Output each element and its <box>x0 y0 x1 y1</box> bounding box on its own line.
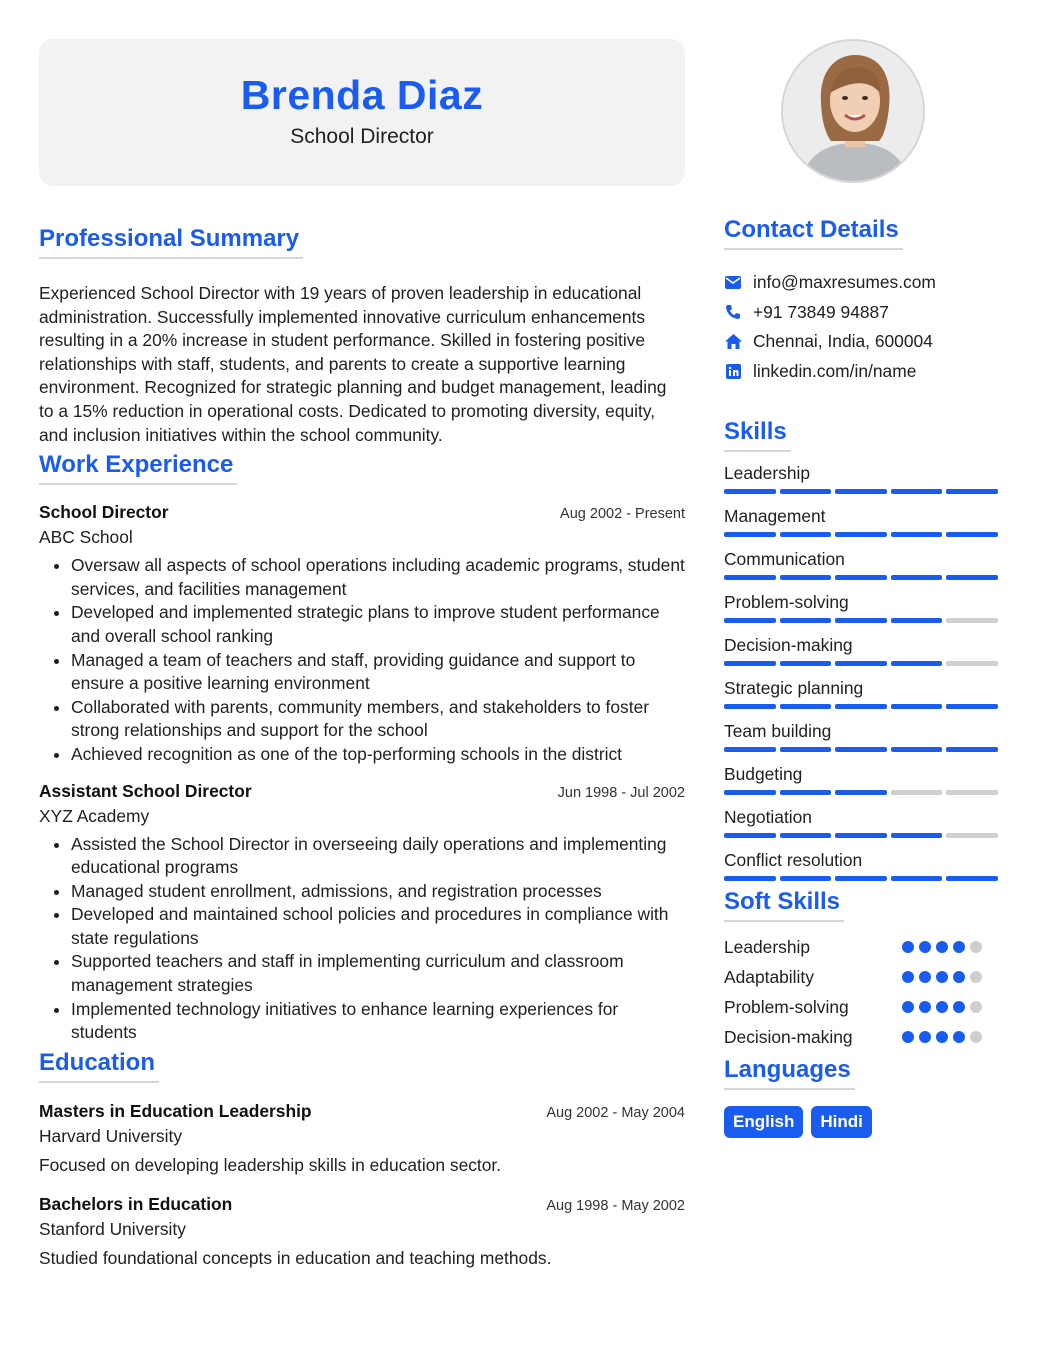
job-bullets <box>71 833 685 1045</box>
language-tag: English <box>724 1106 803 1138</box>
school-name: Stanford University <box>39 1218 186 1239</box>
skill-level-bar <box>724 618 1002 634</box>
soft-skills-section <box>724 888 1002 1052</box>
skill-level-segment <box>724 661 776 666</box>
skill-level-segment <box>946 489 998 494</box>
rating-dot <box>953 1031 965 1043</box>
job-bullet: • Supported teachers and staff in implementing curriculum and classroom management strategies <box>71 950 685 997</box>
skill-level-segment <box>780 661 832 666</box>
languages-heading: Languages <box>724 1056 855 1090</box>
education-section <box>39 1049 685 1269</box>
skill-level-segment <box>835 489 887 494</box>
skill-level-segment <box>724 833 776 838</box>
linkedin-text: linkedin.com/in/name <box>753 360 917 381</box>
skill-item <box>724 462 1002 505</box>
languages-section <box>724 1056 1002 1138</box>
skill-level-segment <box>946 876 998 881</box>
skill-level-segment <box>891 489 943 494</box>
skill-level-segment <box>724 790 776 795</box>
skill-level-segment <box>891 747 943 752</box>
skill-label: Problem-solving <box>724 592 849 612</box>
soft-skill-label: Adaptability <box>724 966 814 987</box>
degree-title: Bachelors in Education <box>39 1193 233 1214</box>
main-column <box>39 39 685 1269</box>
education-entry <box>39 1101 685 1176</box>
soft-skills-heading: Soft Skills <box>724 888 844 922</box>
experience-section <box>39 451 685 1045</box>
skill-level-bar <box>724 790 1002 806</box>
skill-label: Conflict resolution <box>724 850 863 870</box>
skill-level-bar <box>724 489 1002 505</box>
skills-list <box>724 462 1002 892</box>
profile-photo <box>781 39 925 183</box>
skill-level-segment <box>780 618 832 623</box>
job-organization: ABC School <box>39 527 133 548</box>
rating-dot <box>902 941 914 953</box>
skill-level-segment <box>946 747 998 752</box>
skill-level-segment <box>891 575 943 580</box>
soft-skills-list <box>724 932 1002 1052</box>
language-tag: Hindi <box>811 1106 872 1138</box>
skill-level-segment <box>724 876 776 881</box>
contact-heading: Contact Details <box>724 216 903 250</box>
soft-skill-item <box>724 1022 982 1052</box>
skill-level-bar <box>724 661 1002 677</box>
skill-item <box>724 548 1002 591</box>
contact-phone[interactable] <box>724 298 1002 328</box>
job-title: School Director <box>39 502 169 523</box>
job-organization: XYZ Academy <box>39 805 150 826</box>
job-date: Aug 2002 - Present <box>560 506 685 523</box>
contact-linkedin[interactable] <box>724 357 1002 387</box>
rating-dot <box>970 941 982 953</box>
skill-label: Budgeting <box>724 764 803 784</box>
skill-level-segment <box>780 876 832 881</box>
education-entry <box>39 1194 685 1269</box>
skill-level-segment <box>891 790 943 795</box>
rating-dot <box>936 1001 948 1013</box>
skill-level-segment <box>835 876 887 881</box>
skill-level-segment <box>724 489 776 494</box>
rating-dot <box>919 1001 931 1013</box>
rating-dot <box>953 971 965 983</box>
skill-level-segment <box>946 618 998 623</box>
education-date: Aug 1998 - May 2002 <box>546 1197 685 1214</box>
skill-label: Leadership <box>724 463 811 483</box>
skill-level-segment <box>891 833 943 838</box>
job-title: Assistant School Director <box>39 780 252 801</box>
skill-item <box>724 849 1002 892</box>
soft-skill-label: Problem-solving <box>724 996 849 1017</box>
phone-icon <box>724 303 742 321</box>
phone-text: +91 73849 94887 <box>753 301 889 322</box>
skill-label: Decision-making <box>724 635 853 655</box>
skill-level-bar <box>724 747 1002 763</box>
skill-level-segment <box>835 618 887 623</box>
avatar-illustration <box>783 41 925 183</box>
skill-level-segment <box>891 618 943 623</box>
soft-skill-rating <box>902 1031 982 1043</box>
candidate-title: School Director <box>290 125 434 148</box>
skill-level-segment <box>946 661 998 666</box>
contact-list <box>724 268 1002 386</box>
skill-label: Negotiation <box>724 807 812 827</box>
job-date: Jun 1998 - Jul 2002 <box>557 784 685 801</box>
skill-level-segment <box>946 704 998 709</box>
skill-item <box>724 591 1002 634</box>
soft-skill-rating <box>902 971 982 983</box>
rating-dot <box>970 1031 982 1043</box>
skill-level-segment <box>891 532 943 537</box>
skill-level-segment <box>891 661 943 666</box>
skill-level-segment <box>946 532 998 537</box>
soft-skill-item <box>724 962 982 992</box>
skill-level-bar <box>724 833 1002 849</box>
skill-level-segment <box>835 747 887 752</box>
job-bullet: • Managed student enrollment, admissions, and registration processes <box>71 880 685 904</box>
language-tags <box>724 1106 1002 1138</box>
rating-dot <box>902 1031 914 1043</box>
rating-dot <box>919 941 931 953</box>
summary-section <box>39 225 685 447</box>
job-bullets <box>71 554 685 766</box>
soft-skill-label: Decision-making <box>724 1026 853 1047</box>
skill-level-segment <box>724 532 776 537</box>
job-bullet: • Managed a team of teachers and staff, providing guidance and support to ensure a positive learning environment <box>71 649 685 696</box>
skill-level-segment <box>835 790 887 795</box>
skill-level-segment <box>780 790 832 795</box>
skill-level-bar <box>724 532 1002 548</box>
contact-section <box>724 216 1002 386</box>
summary-text: Experienced School Director with 19 years of proven leadership in educational administration. Successfully implemented innovative curriculum enhancements resulting in a 20% increase in student performance. Skilled in fostering positive relationships with staff, students, and parents to create a supportive learning environment. Recognized for strategic planning and budget management, leading to a 15% reduction in operational costs. Dedicated to promoting diversity, equity, and inclusion initiatives within the school community. <box>39 283 667 445</box>
soft-skill-rating <box>902 941 982 953</box>
job-bullet: • Achieved recognition as one of the top-performing schools in the district <box>71 743 685 767</box>
job-entry <box>39 781 685 1045</box>
skills-section <box>724 418 1002 892</box>
degree-title: Masters in Education Leadership <box>39 1100 312 1121</box>
skill-level-segment <box>780 532 832 537</box>
skill-level-segment <box>835 833 887 838</box>
education-heading: Education <box>39 1049 159 1083</box>
skill-level-segment <box>835 532 887 537</box>
skill-level-segment <box>946 833 998 838</box>
skill-level-bar <box>724 704 1002 720</box>
rating-dot <box>936 941 948 953</box>
job-entry <box>39 502 685 766</box>
job-bullet: • Developed and maintained school policies and procedures in compliance with state regulations <box>71 903 685 950</box>
skill-level-segment <box>946 790 998 795</box>
soft-skill-item <box>724 992 982 1022</box>
education-description: Focused on developing leadership skills in education sector. <box>39 1154 502 1175</box>
job-bullet: • Oversaw all aspects of school operations including academic programs, student services, and facilities management <box>71 554 685 601</box>
rating-dot <box>953 1001 965 1013</box>
rating-dot <box>919 1031 931 1043</box>
rating-dot <box>919 971 931 983</box>
education-description: Studied foundational concepts in education and teaching methods. <box>39 1247 552 1268</box>
rating-dot <box>902 1001 914 1013</box>
job-bullet: • Collaborated with parents, community members, and stakeholders to foster strong relationships and support for the school <box>71 696 685 743</box>
skill-level-segment <box>724 747 776 752</box>
skill-label: Management <box>724 506 826 526</box>
contact-address <box>724 327 1002 357</box>
skill-item <box>724 505 1002 548</box>
skill-level-segment <box>724 575 776 580</box>
skill-level-segment <box>835 661 887 666</box>
rating-dot <box>970 1001 982 1013</box>
job-bullet: • Developed and implemented strategic plans to improve student performance and overall school ranking <box>71 601 685 648</box>
skill-level-segment <box>780 704 832 709</box>
name-header <box>39 39 685 186</box>
skill-level-segment <box>780 489 832 494</box>
skill-level-segment <box>891 876 943 881</box>
email-text: info@maxresumes.com <box>753 272 936 293</box>
skill-level-segment <box>891 704 943 709</box>
rating-dot <box>902 971 914 983</box>
skill-level-bar <box>724 575 1002 591</box>
skill-level-segment <box>780 575 832 580</box>
skill-level-segment <box>835 575 887 580</box>
skill-label: Communication <box>724 549 845 569</box>
skill-label: Strategic planning <box>724 678 864 698</box>
skill-item <box>724 763 1002 806</box>
skills-heading: Skills <box>724 418 791 452</box>
linkedin-icon <box>724 362 742 380</box>
summary-heading: Professional Summary <box>39 225 303 259</box>
soft-skill-label: Leadership <box>724 936 811 957</box>
contact-email[interactable] <box>724 268 1002 298</box>
skill-level-segment <box>724 704 776 709</box>
address-text: Chennai, India, 600004 <box>753 331 933 352</box>
skill-level-segment <box>724 618 776 623</box>
skill-level-segment <box>780 833 832 838</box>
soft-skill-item <box>724 932 982 962</box>
skill-label: Team building <box>724 721 832 741</box>
rating-dot <box>953 941 965 953</box>
school-name: Harvard University <box>39 1125 183 1146</box>
education-date: Aug 2002 - May 2004 <box>546 1104 685 1121</box>
skill-level-segment <box>835 704 887 709</box>
envelope-icon <box>724 274 742 292</box>
home-icon <box>724 333 742 351</box>
skill-item <box>724 677 1002 720</box>
rating-dot <box>936 1031 948 1043</box>
job-bullet: • Assisted the School Director in overseeing daily operations and implementing educational programs <box>71 833 685 880</box>
rating-dot <box>970 971 982 983</box>
skill-level-segment <box>946 575 998 580</box>
skill-item <box>724 634 1002 677</box>
sidebar-column <box>724 39 1002 1138</box>
candidate-name: Brenda Diaz <box>240 72 484 118</box>
soft-skill-rating <box>902 1001 982 1013</box>
skill-level-segment <box>780 747 832 752</box>
job-bullet: • Implemented technology initiatives to enhance learning experiences for students <box>71 998 685 1045</box>
experience-heading: Work Experience <box>39 451 237 485</box>
skill-item <box>724 806 1002 849</box>
rating-dot <box>936 971 948 983</box>
skill-item <box>724 720 1002 763</box>
